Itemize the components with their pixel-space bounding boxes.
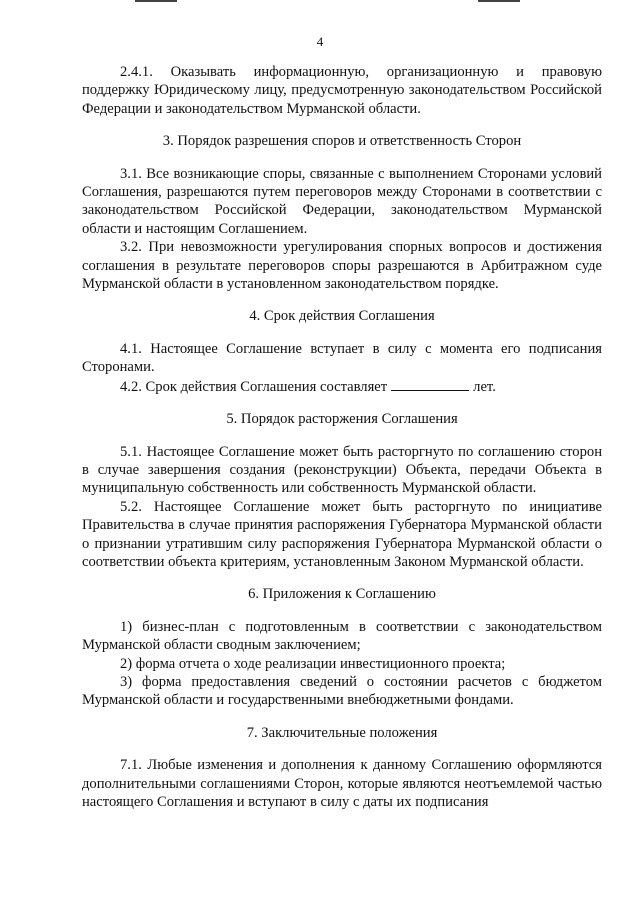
paragraph-7-1: 7.1. Любые изменения и дополнения к данному Соглашению оформляются дополнительными соглашениями Сторон, которые являются неотъемлемой частью настоящего Соглашения и вступают в силу с даты их подписания xyxy=(82,757,602,810)
top-edge-mark-left xyxy=(135,0,177,2)
paragraph-5-1: 5.1. Настоящее Соглашение может быть расторгнуто по соглашению сторон в случае завершения создания (реконструкции) Объекта, передачи Объекта в муниципальную собственность или собственность Мурманской области. xyxy=(82,443,602,497)
section-heading-3: 3. Порядок разрешения споров и ответственность Сторон xyxy=(162,133,522,150)
term-blank-field xyxy=(391,377,469,391)
section-heading-5: 5. Порядок расторжения Соглашения xyxy=(226,411,458,428)
section-heading-7: 7. Заключительные положения xyxy=(246,724,438,741)
paragraph-2-4-1: 2.4.1. Оказывать информационную, организационную и правовую поддержку Юридическому лицу, предусмотренную законодательством Российской Федерации и законодательством Мурманской области. xyxy=(82,64,602,117)
page-number: 4 xyxy=(316,34,324,49)
paragraph-3-2: 3.2. При невозможности урегулирования спорных вопросов и достижения соглашения в результате переговоров споры разрешаются в Арбитражном суде Мурманской области в установленном законодательством порядке. xyxy=(82,239,602,293)
paragraph-3-1: 3.1. Все возникающие споры, связанные с выполнением Сторонами условий Соглашения, разрешаются путем переговоров между Сторонами в соответствии с законодательством Российской Федерации, законодательством Мурманской области и настоящим Соглашением. xyxy=(82,165,602,237)
section-heading-6: 6. Приложения к Соглашению xyxy=(248,586,436,603)
appendix-item-3: 3) форма предоставления сведений о состоянии расчетов с бюджетом Мурманской области и государственными внебюджетными фондами. xyxy=(82,673,602,709)
paragraph-4-1: 4.1. Настоящее Соглашение вступает в силу с момента его подписания Сторонами. xyxy=(82,340,602,376)
paragraph-4-2 xyxy=(82,377,602,396)
paragraph-4-2-text: 4.2. Срок действия Соглашения составляет xyxy=(120,378,388,395)
paragraph-5-2: 5.2. Настоящее Соглашение может быть расторгнуто по инициативе Правительства в случае принятия распоряжения Губернатора Мурманской области о признании утратившим силу распоряжения Губернатора Мурманской области о соответствии объекта критериям, установленным Законом Мурманской области. xyxy=(82,498,602,570)
paragraph-4-2-unit: лет. xyxy=(473,378,496,395)
top-edge-mark-right xyxy=(478,0,520,2)
appendix-item-2: 2) форма отчета о ходе реализации инвестиционного проекта; xyxy=(120,655,506,672)
section-heading-4: 4. Срок действия Соглашения xyxy=(249,308,435,325)
document-body xyxy=(82,63,602,811)
appendix-item-1: 1) бизнес-план с подготовленным в соответствии с законодательством Мурманской области сводным заключением; xyxy=(82,618,602,654)
